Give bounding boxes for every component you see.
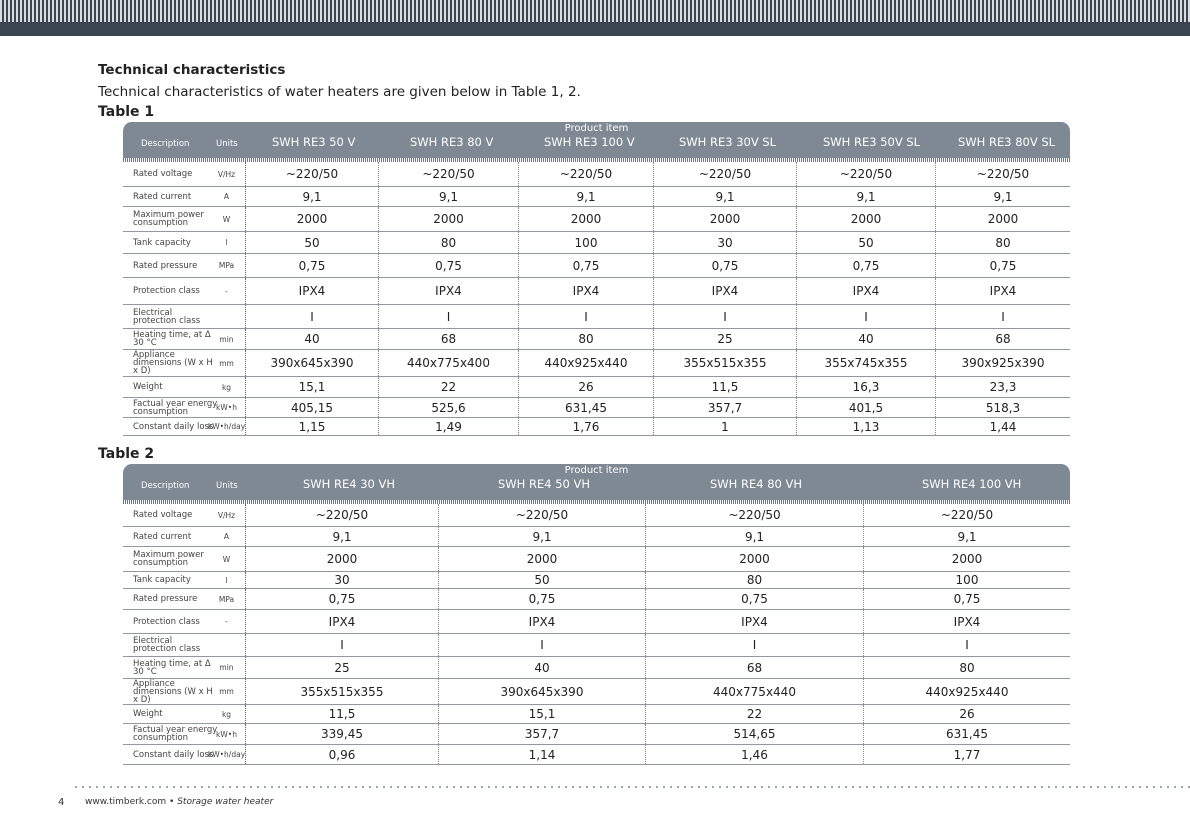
table-cell: 9,1	[438, 527, 645, 546]
row-unit: V/Hz	[208, 162, 246, 186]
row-unit: kW•h	[208, 398, 246, 417]
table-cell: 2000	[796, 207, 935, 231]
intro-text: Technical characteristics of water heaters are given below in Table 1, 2.	[98, 84, 581, 100]
table-cell: 631,45	[518, 398, 653, 417]
table-cell: ~220/50	[315, 508, 369, 522]
table-cell: 1,15	[298, 419, 326, 434]
table-cell: 357,7	[438, 724, 645, 744]
table-cell: 9,1	[518, 187, 653, 206]
row-unit: -	[208, 610, 246, 633]
table-cell: 25	[653, 329, 796, 349]
row-unit: min	[208, 657, 246, 678]
product-header: SWH RE4 30 VH	[303, 477, 396, 491]
table-2	[123, 464, 1070, 765]
table-cell: 2000	[296, 212, 328, 226]
table-cell: 2000	[378, 207, 518, 231]
table-cell: 9,1	[645, 527, 863, 546]
row-unit: A	[208, 187, 246, 206]
table-row	[123, 572, 1070, 589]
table-cell: IPX4	[328, 614, 356, 629]
row-unit: mm	[208, 679, 246, 704]
table-cell: I	[796, 305, 935, 328]
row-unit: kW•h/day	[208, 418, 246, 435]
table-cell: 1,44	[935, 418, 1070, 435]
table-row	[123, 207, 1070, 232]
table-cell: 0,75	[378, 254, 518, 277]
product-header: SWH RE3 30V SL	[679, 135, 777, 149]
table-cell: 440x775x400	[378, 350, 518, 376]
table-cell: 11,5	[328, 707, 356, 721]
product-header: SWH RE3 80 V	[410, 135, 494, 149]
table-cell: 9,1	[935, 187, 1070, 206]
table-cell: 1,46	[645, 745, 863, 764]
table-cell: 440x925x440	[863, 679, 1070, 704]
table-cell: 9,1	[863, 527, 1070, 546]
table-cell: IPX4	[653, 278, 796, 304]
product-header: SWH RE3 50 V	[272, 135, 356, 149]
table-cell: 9,1	[332, 529, 352, 544]
row-label: Heating time, at Δ 30 °C	[133, 658, 211, 677]
units-header: Units	[216, 139, 238, 149]
table-cell: 26	[863, 705, 1070, 723]
table-header	[123, 464, 1070, 500]
row-label: Electrical protection class	[133, 636, 201, 654]
table-cell: 80	[378, 232, 518, 253]
table-row	[123, 610, 1070, 634]
table-cell: 26	[518, 377, 653, 397]
table-row	[123, 377, 1070, 398]
table-row	[123, 504, 1070, 527]
table-cell: 30	[653, 232, 796, 253]
table-cell: 390x645x390	[270, 356, 354, 370]
table-cell: 15,1	[298, 380, 326, 394]
footer-site: www.timberk.com	[85, 797, 167, 807]
table-cell: IPX4	[863, 610, 1070, 633]
table-cell: IPX4	[518, 278, 653, 304]
table-cell: 100	[863, 572, 1070, 588]
product-header: SWH RE4 100 VH	[922, 477, 1022, 491]
row-label: Rated current	[133, 531, 192, 542]
table-cell: 2000	[438, 547, 645, 571]
table-cell: 390x925x390	[935, 350, 1070, 376]
table-cell: 0,75	[328, 592, 356, 606]
table-cell: 339,45	[321, 727, 363, 741]
row-unit: MPa	[208, 254, 246, 277]
row-unit: V/Hz	[208, 504, 246, 526]
row-unit: kW•h/day	[208, 745, 246, 764]
table-cell: ~220/50	[935, 162, 1070, 186]
table-cell: 40	[438, 657, 645, 678]
row-label: Rated pressure	[133, 260, 198, 271]
row-unit: A	[208, 527, 246, 546]
table-row	[123, 329, 1070, 350]
table-cell: 1	[653, 418, 796, 435]
table-cell: IPX4	[438, 610, 645, 633]
table-cell: 355x515x355	[653, 350, 796, 376]
table-row	[123, 254, 1070, 278]
table-row	[123, 634, 1070, 657]
row-unit	[208, 305, 246, 328]
table-row	[123, 232, 1070, 254]
table-cell: I	[935, 305, 1070, 328]
row-label: Rated pressure	[133, 594, 198, 604]
section-heading: Technical characteristics	[98, 62, 286, 78]
units-header: Units	[216, 481, 238, 491]
table-cell: 0,75	[796, 254, 935, 277]
table-header	[123, 122, 1070, 158]
table-cell: 11,5	[653, 377, 796, 397]
row-label: Rated voltage	[133, 510, 193, 520]
table-cell: 1,13	[796, 418, 935, 435]
footer-text	[85, 797, 273, 807]
row-label: Protection class	[133, 616, 200, 627]
table-cell: I	[378, 305, 518, 328]
top-stripe-bar	[0, 0, 1190, 36]
table-cell: ~220/50	[438, 504, 645, 526]
table-cell: 405,15	[291, 400, 333, 415]
table-row	[123, 187, 1070, 207]
row-unit: -	[208, 278, 246, 304]
table-row	[123, 679, 1070, 705]
table-cell: 2000	[863, 547, 1070, 571]
table-cell: 9,1	[653, 187, 796, 206]
product-header: SWH RE4 50 VH	[498, 477, 591, 491]
table-cell: I	[645, 634, 863, 656]
row-label: Protection class	[133, 286, 200, 296]
table-cell: I	[438, 634, 645, 656]
table-cell: 518,3	[935, 398, 1070, 417]
row-unit: min	[208, 329, 246, 349]
table-row	[123, 418, 1070, 436]
table-cell: 0,75	[935, 254, 1070, 277]
table-cell: 1,76	[518, 418, 653, 435]
row-label: Constant daily loss	[133, 421, 214, 432]
table-cell: 631,45	[863, 724, 1070, 744]
description-header: Description	[141, 139, 190, 149]
table-cell: 0,75	[645, 589, 863, 609]
table-cell: 25	[334, 660, 350, 675]
table-cell: 9,1	[378, 187, 518, 206]
table-cell: I	[340, 638, 344, 652]
row-label: Weight	[133, 709, 163, 719]
table1-caption: Table 1	[98, 104, 155, 120]
table-cell: 2000	[518, 207, 653, 231]
table-row	[123, 657, 1070, 679]
row-unit: l	[208, 572, 246, 588]
footer-subtitle: Storage water heater	[177, 797, 274, 807]
table-row	[123, 278, 1070, 305]
product-header: SWH RE4 80 VH	[710, 477, 803, 491]
table-cell: I	[863, 634, 1070, 656]
row-label: Weight	[133, 382, 163, 392]
row-label: Maximum power consumption	[133, 550, 204, 568]
table-cell: 23,3	[935, 377, 1070, 397]
row-label: Maximum power consumption	[133, 210, 204, 228]
row-label: Tank capacity	[133, 575, 191, 585]
table-cell: ~220/50	[518, 162, 653, 186]
table-cell: 2000	[653, 207, 796, 231]
row-label: Appliance dimensions (W x H x D)	[133, 350, 213, 376]
product-header: SWH RE3 100 V	[544, 135, 635, 149]
table-cell: 9,1	[796, 187, 935, 206]
table-cell: 2000	[935, 207, 1070, 231]
table-cell: 401,5	[796, 398, 935, 417]
table-cell: 50	[796, 232, 935, 253]
table-cell: 50	[438, 572, 645, 588]
table2-caption: Table 2	[98, 446, 155, 462]
footer-separator: •	[166, 797, 178, 807]
table-cell: ~220/50	[285, 167, 339, 181]
row-unit: kW•h	[208, 724, 246, 744]
table-cell: 525,6	[378, 398, 518, 417]
table-cell: ~220/50	[645, 504, 863, 526]
table-cell: 80	[518, 329, 653, 349]
row-label: Heating time, at Δ 30 °C	[133, 330, 211, 348]
table-row	[123, 589, 1070, 610]
table-row	[123, 398, 1070, 418]
table-cell: IPX4	[378, 278, 518, 304]
table-cell: 1,77	[863, 745, 1070, 764]
table-row	[123, 162, 1070, 187]
table-cell: 68	[378, 329, 518, 349]
table-cell: 0,75	[518, 254, 653, 277]
table-cell: I	[518, 305, 653, 328]
table-row	[123, 527, 1070, 547]
table-cell: 50	[304, 235, 320, 250]
table-cell: ~220/50	[378, 162, 518, 186]
footer-divider	[75, 786, 1190, 788]
table-cell: ~220/50	[653, 162, 796, 186]
table-cell: 0,75	[438, 589, 645, 609]
row-unit	[208, 634, 246, 656]
table-cell: 40	[304, 332, 320, 346]
product-header: SWH RE3 80V SL	[958, 135, 1056, 149]
table-cell: 16,3	[796, 377, 935, 397]
table-cell: 0,75	[298, 258, 326, 273]
table-cell: 100	[518, 232, 653, 253]
table-cell: 440x925x440	[518, 350, 653, 376]
description-header: Description	[141, 481, 190, 491]
row-label: Electrical protection class	[133, 307, 201, 326]
table-cell: 2000	[326, 552, 358, 566]
table-cell: 22	[645, 705, 863, 723]
row-label: Factual year energy consumption	[133, 398, 218, 417]
row-label: Rated voltage	[133, 169, 193, 179]
row-unit: mm	[208, 350, 246, 376]
row-unit: W	[208, 207, 246, 231]
row-label: Constant daily loss	[133, 749, 214, 760]
row-unit: kg	[208, 705, 246, 723]
product-item-label: Product item	[564, 465, 629, 476]
table-cell: 15,1	[438, 705, 645, 723]
row-unit: kg	[208, 377, 246, 397]
table-cell: 30	[334, 573, 350, 587]
table-cell: 440x775x440	[645, 679, 863, 704]
product-header: SWH RE3 50V SL	[823, 135, 921, 149]
table-cell: 9,1	[302, 189, 322, 204]
table-cell: 390x645x390	[438, 679, 645, 704]
row-label: Appliance dimensions (W x H x D)	[133, 678, 213, 705]
table-row	[123, 547, 1070, 572]
table-cell: 1,49	[378, 418, 518, 435]
page-number: 4	[58, 797, 65, 808]
table-cell: 355x515x355	[300, 684, 384, 699]
table-cell: 68	[935, 329, 1070, 349]
table-cell: 0,75	[863, 589, 1070, 609]
table-cell: ~220/50	[863, 504, 1070, 526]
table-row	[123, 350, 1070, 377]
table-row	[123, 305, 1070, 329]
table-cell: 514,65	[645, 724, 863, 744]
row-label: Factual year energy consumption	[133, 725, 218, 743]
table-cell: 357,7	[653, 398, 796, 417]
table-cell: 0,96	[328, 747, 356, 762]
table-cell: 68	[645, 657, 863, 678]
row-unit: l	[208, 232, 246, 253]
table-cell: ~220/50	[796, 162, 935, 186]
table-cell: 80	[935, 232, 1070, 253]
product-item-label: Product item	[564, 123, 629, 134]
table-row	[123, 724, 1070, 745]
table-cell: IPX4	[935, 278, 1070, 304]
table-cell: 40	[796, 329, 935, 349]
table-cell: IPX4	[796, 278, 935, 304]
row-unit: MPa	[208, 589, 246, 609]
table-cell: 0,75	[653, 254, 796, 277]
row-label: Rated current	[133, 191, 192, 202]
table-1	[123, 122, 1070, 436]
table-cell: 2000	[645, 547, 863, 571]
table-cell: 355x745x355	[796, 350, 935, 376]
table-cell: 80	[863, 657, 1070, 678]
table-cell: 80	[645, 572, 863, 588]
table-cell: IPX4	[298, 284, 326, 298]
row-label: Tank capacity	[133, 237, 191, 248]
table-cell: 22	[378, 377, 518, 397]
table-cell: IPX4	[645, 610, 863, 633]
table-cell: I	[653, 305, 796, 328]
table-cell: 1,14	[438, 745, 645, 764]
table-row	[123, 705, 1070, 724]
table-row	[123, 745, 1070, 765]
row-unit: W	[208, 547, 246, 571]
table-cell: I	[310, 309, 314, 324]
